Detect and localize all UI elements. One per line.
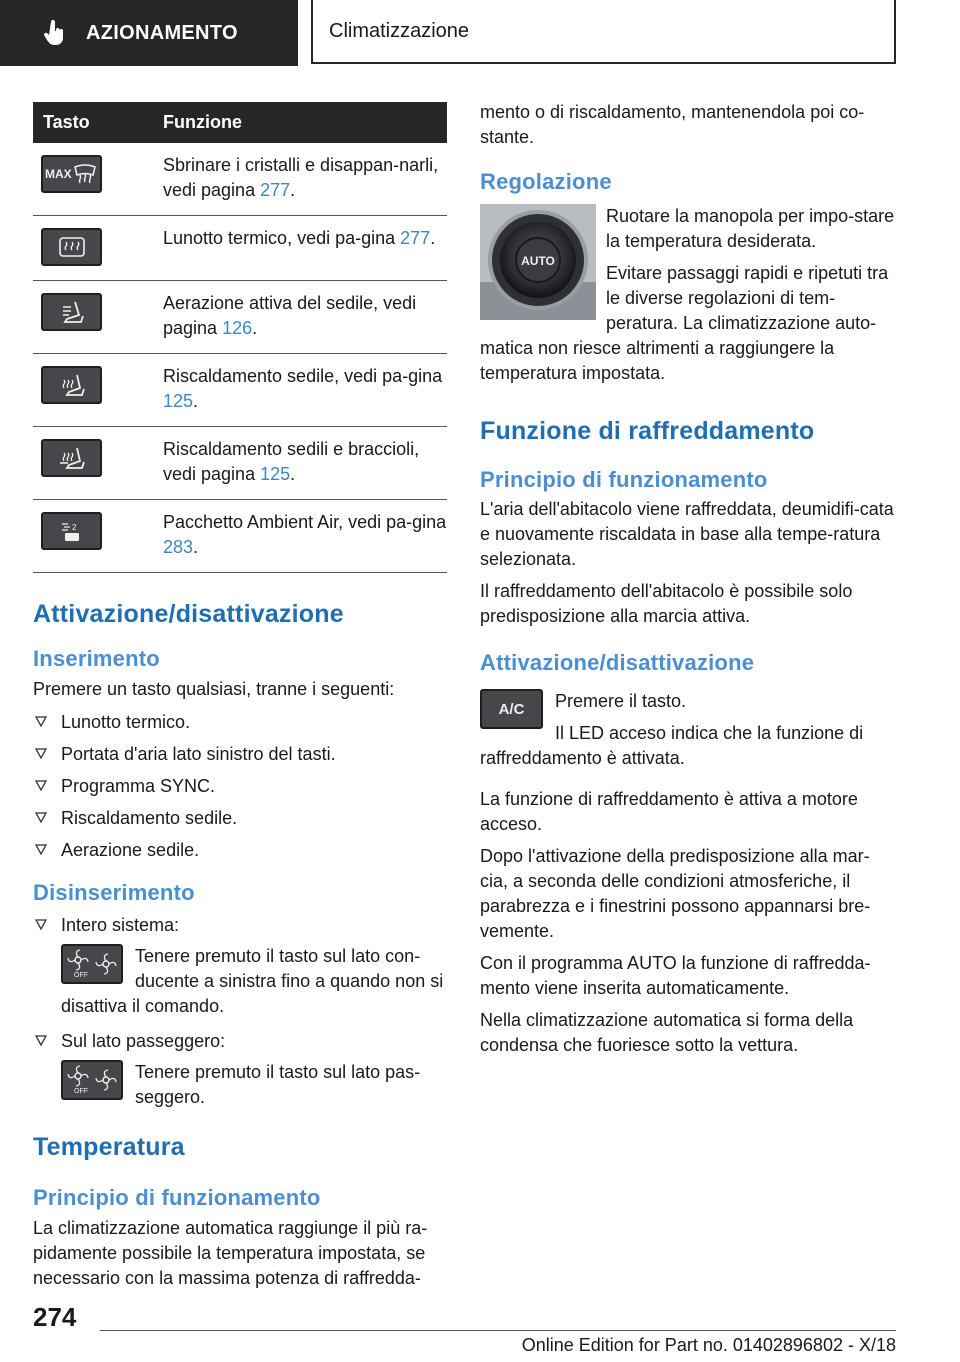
- section-tab: [0, 0, 298, 66]
- page-link[interactable]: 125: [260, 464, 291, 484]
- heading-on: Inserimento: [33, 646, 160, 671]
- temp-text: La climatizzazione automatica raggiunge il più ra-pidamente possibile la temperatura impostata, se necessario con la massima potenza di raffredda-: [33, 1218, 428, 1288]
- list-item: [33, 710, 447, 735]
- col-header-function: Funzione: [163, 102, 447, 143]
- off-label-1: OFF: [74, 972, 88, 979]
- max-defrost-icon: [41, 155, 102, 193]
- ac-label: A/C: [498, 700, 525, 718]
- page-number: 274: [33, 1302, 77, 1332]
- row-tail: .: [193, 391, 199, 411]
- triangle-bullet-icon: [35, 844, 47, 856]
- triangle-bullet-icon: [35, 748, 47, 760]
- list-item: [33, 838, 447, 863]
- heading-principle: Principio di funzionamento: [33, 1185, 321, 1210]
- list-item: [33, 774, 447, 799]
- left-column: [33, 102, 447, 1291]
- off-item1-text: Tenere premuto il tasto sul lato con-ducente a sinistra fino a quando non si disattiva il comando.: [61, 946, 444, 1016]
- ac-p1: Premere il tasto.: [555, 691, 687, 711]
- triangle-bullet-icon: [35, 919, 47, 931]
- section-label: AZIONAMENTO: [86, 21, 238, 44]
- hand-pointer-icon: [44, 20, 66, 46]
- svg-text:2: 2: [71, 523, 76, 532]
- keys-table: [33, 102, 447, 573]
- list-item-text: Lunotto termico.: [61, 712, 191, 732]
- off-item1-body: [61, 944, 447, 1019]
- list-item: [33, 913, 447, 1019]
- chapter-label: Climatizzazione: [329, 19, 470, 42]
- list-item-text: Aerazione sedile.: [61, 840, 200, 860]
- page-header: [0, 0, 960, 66]
- on-intro: Premere un tasto qualsiasi, tranne i seguenti:: [33, 679, 395, 699]
- chapter-box: [311, 0, 896, 64]
- triangle-bullet-icon: [35, 812, 47, 824]
- cool-p6: Nella climatizzazione automatica si forma della condensa che fuoriesce sotto la vettura.: [480, 1010, 854, 1055]
- heading-temperature: Temperatura: [33, 1133, 185, 1161]
- svg-text:MAX: MAX: [44, 167, 72, 181]
- list-item-text: Intero sistema:: [61, 915, 180, 935]
- cool-p5: Con il programma AUTO la funzione di raffredda-mento viene inserita automaticamente.: [480, 953, 871, 998]
- cool-p3: La funzione di raffreddamento è attiva a motore acceso.: [480, 789, 858, 834]
- table-row: [33, 354, 447, 427]
- triangle-bullet-icon: [35, 780, 47, 792]
- cool-p2: Il raffreddamento dell'abitacolo è possibile solo predisposizione alla marcia attiva.: [480, 581, 853, 626]
- table-row: [33, 143, 447, 216]
- page-link[interactable]: 126: [222, 318, 253, 338]
- table-row: [33, 427, 447, 500]
- edition-note: Online Edition for Part no. 01402896802 - X/18: [521, 1335, 896, 1355]
- fan-off-icon: [61, 944, 123, 984]
- list-item: [33, 1029, 447, 1110]
- list-item: [33, 806, 447, 831]
- row-tail: .: [290, 464, 296, 484]
- off-list: [33, 913, 447, 1110]
- list-item-text: Sul lato passeggero:: [61, 1031, 226, 1051]
- heading-cooling: Funzione di raffreddamento: [480, 417, 815, 445]
- rear-window-heating-icon: [41, 228, 102, 266]
- footer-divider: [100, 1330, 896, 1331]
- triangle-bullet-icon: [35, 1035, 47, 1047]
- list-item-text: Portata d'aria lato sinistro del tasti.: [61, 744, 336, 764]
- off-item2-body: [61, 1060, 447, 1110]
- list-item: [33, 742, 447, 767]
- page-link[interactable]: 277: [400, 228, 431, 248]
- row-text: Aerazione attiva del sedile, vedi pagina: [163, 293, 417, 338]
- off-item2-text: Tenere premuto il tasto sul lato pas-seggero.: [135, 1062, 421, 1107]
- heading-activation: Attivazione/disattivazione: [33, 600, 344, 628]
- triangle-bullet-icon: [35, 716, 47, 728]
- seat-heating-icon: [41, 366, 102, 404]
- heading-cooling-principle: Principio di funzionamento: [480, 467, 768, 492]
- row-text: Sbrinare i cristalli e disappan-narli, vedi pagina: [163, 155, 439, 200]
- row-text: Pacchetto Ambient Air, vedi pa-gina: [163, 512, 447, 532]
- page-link[interactable]: 277: [260, 180, 291, 200]
- col-header-key: Tasto: [33, 102, 163, 143]
- knob-auto-label: AUTO: [521, 254, 555, 268]
- row-tail: .: [252, 318, 258, 338]
- heading-off: Disinserimento: [33, 880, 195, 905]
- cool-p1: L'aria dell'abitacolo viene raffreddata, deumidifi-cata e nuovamente riscaldata in base alla tempe-ratura selezionata.: [480, 499, 894, 569]
- table-row: [33, 500, 447, 573]
- seat-armrest-heating-icon: [41, 439, 102, 477]
- regulation-block: [480, 204, 896, 386]
- fan-off-icon: [61, 1060, 123, 1100]
- off-label-2: OFF: [74, 1088, 88, 1095]
- row-tail: .: [430, 228, 436, 248]
- cool-p4: Dopo l'attivazione della predisposizione alla mar-cia, a seconda delle condizioni atmosferiche, il parabrezza e i finestrini possono appannarsi bre-vemente.: [480, 846, 871, 941]
- ac-block: [480, 689, 896, 771]
- row-text: Lunotto termico, vedi pa-gina: [163, 228, 401, 248]
- table-row: [33, 281, 447, 354]
- heading-regulation: Regolazione: [480, 169, 612, 194]
- list-item-text: Riscaldamento sedile.: [61, 808, 238, 828]
- reg-p1: Ruotare la manopola per impo-stare la temperatura desiderata.: [606, 206, 895, 251]
- ac-button-icon: [480, 689, 543, 729]
- auto-knob-image: [480, 204, 596, 320]
- row-text: Riscaldamento sedile, vedi pa-gina: [163, 366, 443, 386]
- right-column: [480, 100, 896, 1058]
- list-item-text: Programma SYNC.: [61, 776, 216, 796]
- row-tail: .: [290, 180, 296, 200]
- row-text: Riscaldamento sedili e braccioli, vedi pagina: [163, 439, 420, 484]
- table-row: [33, 216, 447, 281]
- seat-ventilation-icon: [41, 293, 102, 331]
- temp-continued: mento o di riscaldamento, mantenendola poi co-stante.: [480, 102, 865, 147]
- table-header-row: [33, 102, 447, 143]
- page-link[interactable]: 283: [163, 537, 194, 557]
- heading-cooling-activation: Attivazione/disattivazione: [480, 650, 755, 675]
- reg-p2: Evitare passaggi rapidi e ripetuti tra le diverse regolazioni di tem-peratura. La climatizzazione auto-matica non riesce altrimenti a raggiungere la temperatura impostata.: [480, 263, 889, 383]
- row-tail: .: [193, 537, 199, 557]
- ambient-air-icon: [41, 512, 102, 550]
- page-link[interactable]: 125: [163, 391, 194, 411]
- on-list: [33, 710, 447, 863]
- ac-p2: Il LED acceso indica che la funzione di raffreddamento è attivata.: [480, 723, 864, 768]
